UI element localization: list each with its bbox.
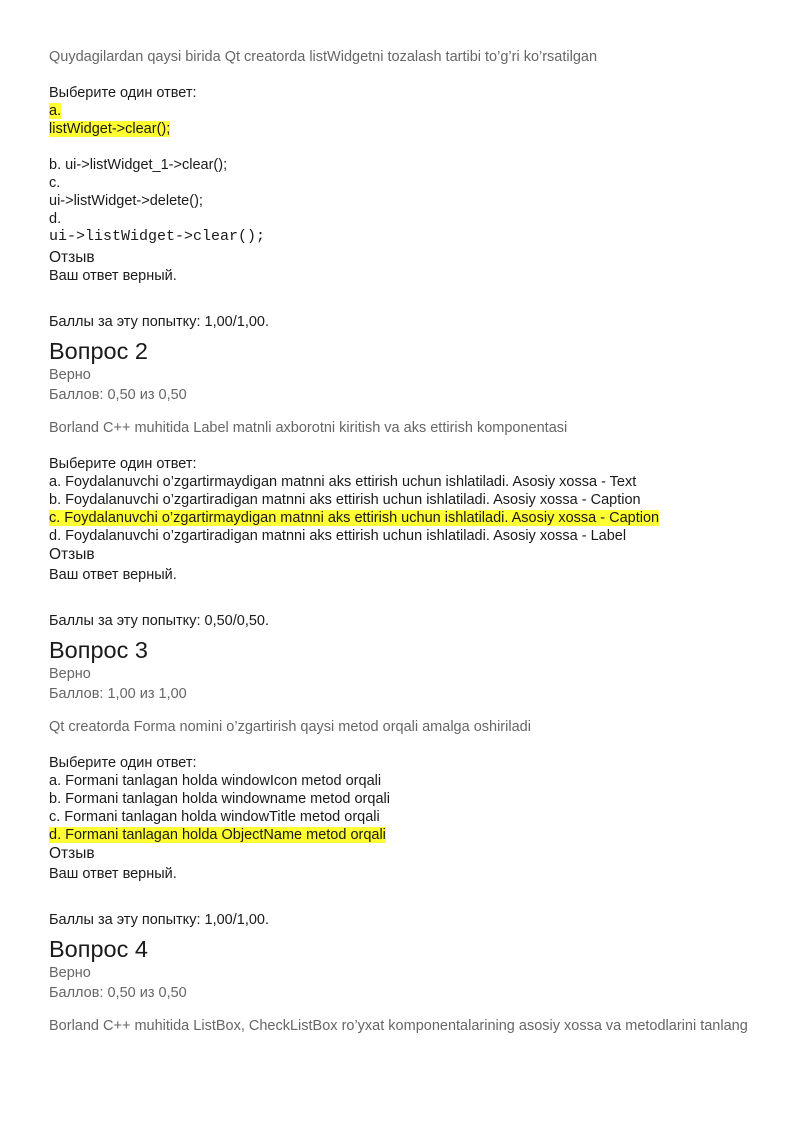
q1-option-d-text: ui->listWidget->clear(); — [49, 228, 266, 245]
q2-option-b: b. Foydalanuvchi o’zgartiradigan matnni aks ettirish uchun ishlatiladi. Asosiy xossa - Caption — [49, 492, 641, 508]
q3-choose-label: Выберите один ответ: — [49, 755, 197, 771]
q3-question-text: Qt creatorda Forma nomini o’zgartirish qaysi metod orqali amalga oshiriladi — [49, 719, 531, 735]
q2-choose-label: Выберите один ответ: — [49, 456, 197, 472]
q2-feedback-label: Отзыв — [49, 546, 95, 563]
q3-status: Верно — [49, 666, 91, 682]
quiz-review-page — [49, 48, 759, 1035]
q1-option-b: b. ui->listWidget_1->clear(); — [49, 157, 228, 173]
q4-status: Верно — [49, 965, 91, 981]
q2-option-c: c. Foydalanuvchi o’zgartirmaydigan matnni aks ettirish uchun ishlatiladi. Asosiy xossa - Caption — [49, 510, 660, 526]
q4-title: Вопрос 4 — [49, 936, 148, 962]
q3-points: Баллов: 1,00 из 1,00 — [49, 686, 187, 702]
q3-option-c: c. Formani tanlagan holda windowTitle metod orqali — [49, 809, 380, 825]
q1-option-a-letter: a. — [49, 103, 62, 119]
q3-title: Вопрос 3 — [49, 637, 148, 663]
q2-option-d: d. Foydalanuvchi o’zgartiradigan matnni aks ettirish uchun ishlatiladi. Asosiy xossa - Label — [49, 528, 627, 544]
q1-option-c-letter: c. — [49, 175, 61, 191]
q2-score: Баллы за эту попытку: 0,50/0,50. — [49, 613, 269, 629]
q1-option-c-text: ui->listWidget->delete(); — [49, 193, 203, 209]
q3-feedback-label: Отзыв — [49, 845, 95, 862]
q2-feedback-text: Ваш ответ верный. — [49, 567, 177, 583]
q3-score: Баллы за эту попытку: 1,00/1,00. — [49, 912, 269, 928]
q1-option-a-text: listWidget->clear(); — [49, 121, 171, 137]
q4-question-text: Borland C++ muhitida ListBox, CheckListBox ro’yxat komponentalarining asosiy xossa va metodlarini tanlang — [49, 1018, 748, 1034]
q1-feedback-label: Отзыв — [49, 249, 95, 266]
q1-question-text: Quydagilardan qaysi birida Qt creatorda listWidgetni tozalash tartibi to’g’ri ko’rsatilgan — [49, 49, 598, 65]
q1-feedback-text: Ваш ответ верный. — [49, 268, 177, 284]
q4-points: Баллов: 0,50 из 0,50 — [49, 985, 187, 1001]
q1-score: Баллы за эту попытку: 1,00/1,00. — [49, 314, 269, 330]
q1-option-d-letter: d. — [49, 211, 62, 227]
q2-option-a: a. Foydalanuvchi o’zgartirmaydigan matnni aks ettirish uchun ishlatiladi. Asosiy xossa - Text — [49, 474, 637, 490]
q3-option-d: d. Formani tanlagan holda ObjectName metod orqali — [49, 827, 386, 843]
q1-choose-label: Выберите один ответ: — [49, 85, 197, 101]
q2-status: Верно — [49, 367, 91, 383]
q2-title: Вопрос 2 — [49, 338, 148, 364]
q3-option-b: b. Formani tanlagan holda windowname metod orqali — [49, 791, 390, 807]
q2-question-text: Borland C++ muhitida Label matnli axborotni kiritish va aks ettirish komponentasi — [49, 420, 568, 436]
q3-feedback-text: Ваш ответ верный. — [49, 866, 177, 882]
q2-points: Баллов: 0,50 из 0,50 — [49, 387, 187, 403]
q3-option-a: a. Formani tanlagan holda windowIcon metod orqali — [49, 773, 382, 789]
